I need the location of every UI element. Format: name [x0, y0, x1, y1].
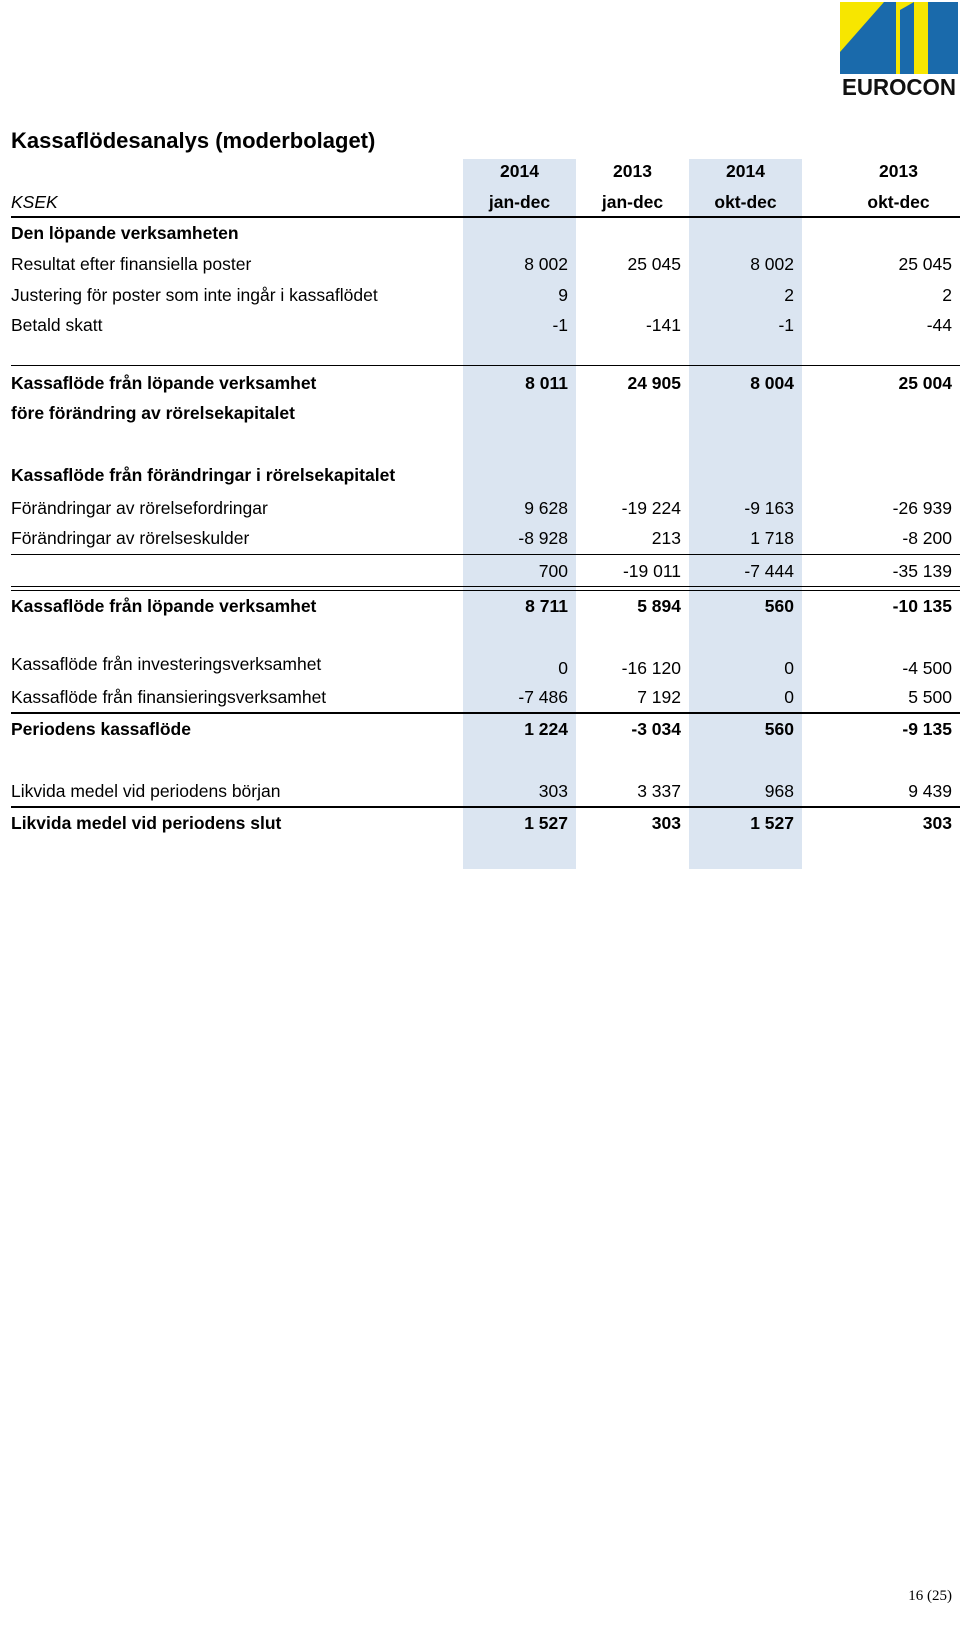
table-row-subtotal: [0, 370, 960, 398]
cell: 560: [764, 596, 794, 616]
header-years-row: [0, 158, 960, 186]
header-rule: [11, 216, 960, 218]
cell: 1 527: [524, 813, 568, 833]
cell: 5 500: [908, 687, 952, 707]
table-row-subtotal-cont: [0, 400, 960, 428]
total-rule: [11, 806, 960, 808]
table-row: [0, 495, 960, 523]
cell: 8 711: [525, 596, 568, 616]
cell: -9 135: [902, 719, 952, 739]
logo-blue-stripe-right: [928, 2, 958, 74]
row-label: Justering för poster som inte ingår i kassaflödet: [11, 285, 378, 305]
year-col-4: 2013: [879, 161, 918, 181]
cell: 700: [538, 561, 568, 581]
table-row: [0, 655, 960, 683]
row-label: Kassaflöde från finansieringsverksamhet: [11, 687, 327, 707]
row-label: före förändring av rörelsekapitalet: [11, 403, 295, 423]
row-label: Periodens kassaflöde: [11, 719, 191, 739]
page-title: Kassaflödesanalys (moderbolaget): [11, 128, 376, 153]
cell: 24 905: [627, 373, 681, 393]
cell: -7 444: [744, 561, 794, 581]
header-periods-row: [0, 189, 960, 217]
cell: 8 004: [750, 373, 794, 393]
unit-label: KSEK: [11, 192, 58, 212]
table-row-subtotal: [0, 558, 960, 586]
cell: -19 011: [622, 561, 681, 581]
cell: 3 337: [637, 781, 681, 801]
cell: 9: [558, 285, 568, 305]
cell: 1 527: [750, 813, 794, 833]
year-col-1: 2014: [500, 161, 539, 181]
cell: -44: [926, 315, 952, 335]
cell: -1: [778, 315, 794, 335]
cell: -8 928: [518, 528, 568, 548]
table-row-total: [0, 593, 960, 621]
cell: -26 939: [892, 498, 952, 518]
cell: -9 163: [744, 498, 794, 518]
cell: 5 894: [637, 596, 681, 616]
double-rule: [11, 586, 960, 591]
period-col-4: okt-dec: [867, 192, 930, 212]
section-heading: [0, 462, 960, 490]
row-label: Likvida medel vid periodens slut: [11, 813, 282, 833]
row-label: Förändringar av rörelseskulder: [11, 528, 250, 548]
row-label: Kassaflöde från löpande verksamhet: [11, 373, 317, 393]
cell: -35 139: [892, 561, 952, 581]
period-col-3: okt-dec: [714, 192, 777, 212]
cell: -3 034: [631, 719, 681, 739]
cell: -16 120: [621, 658, 681, 678]
total-rule: [11, 712, 960, 714]
cell: 213: [651, 528, 681, 548]
row-label: Likvida medel vid periodens början: [11, 781, 281, 801]
logo-text: EUROCON: [842, 74, 956, 98]
cell: 303: [922, 813, 952, 833]
cell: 25 045: [898, 254, 952, 274]
cell: 2: [942, 285, 952, 305]
eurocon-logo: [840, 2, 958, 98]
cell: -8 200: [902, 528, 952, 548]
table-row: [0, 251, 960, 279]
cell: 0: [784, 658, 794, 678]
cell: 9 628: [524, 498, 568, 518]
cell: 303: [538, 781, 568, 801]
cell: 1 224: [524, 719, 568, 739]
cell: -7 486: [518, 687, 568, 707]
cell: 560: [764, 719, 794, 739]
cell: 0: [558, 658, 568, 678]
table-row: [0, 684, 960, 712]
row-label: Förändringar av rörelsefordringar: [11, 498, 268, 518]
cell: -1: [552, 315, 568, 335]
subtotal-rule: [11, 554, 960, 555]
table-row: [0, 282, 960, 310]
cell: -4 500: [902, 658, 952, 678]
table-row-total: [0, 716, 960, 744]
cell: 0: [784, 687, 794, 707]
cell: 2: [784, 285, 794, 305]
period-col-1: jan-dec: [488, 192, 551, 212]
cell: -10 135: [892, 596, 952, 616]
cell: 25 004: [898, 373, 952, 393]
cell: 8 002: [524, 254, 568, 274]
cell: 8 002: [750, 254, 794, 274]
cell: -141: [645, 315, 681, 335]
section-heading: [0, 220, 960, 248]
table-row: [0, 312, 960, 340]
logo-blue-stripe-middle: [900, 2, 914, 74]
row-label: Betald skatt: [11, 315, 103, 335]
section-label: Den löpande verksamheten: [11, 223, 239, 243]
cell: 7 192: [637, 687, 681, 707]
cell: -19 224: [621, 498, 681, 518]
table-row-total: [0, 810, 960, 838]
cell: 1 718: [750, 528, 794, 548]
row-label: Kassaflöde från löpande verksamhet: [11, 596, 317, 616]
row-label: Resultat efter finansiella poster: [11, 254, 252, 274]
table-row: [0, 525, 960, 553]
subtotal-rule: [11, 365, 960, 366]
table-row: [0, 778, 960, 806]
cell: 968: [764, 781, 794, 801]
period-col-2: jan-dec: [601, 192, 664, 212]
cell: 303: [651, 813, 681, 833]
cell: 25 045: [627, 254, 681, 274]
page-number: 16 (25): [908, 1588, 952, 1604]
year-col-3: 2014: [726, 161, 765, 181]
section-label: Kassaflöde från förändringar i rörelsekapitalet: [11, 465, 396, 485]
year-col-2: 2013: [613, 161, 652, 181]
cell: 9 439: [908, 781, 952, 801]
row-label: Kassaflöde från investeringsverksamhet: [11, 654, 322, 674]
cell: 8 011: [525, 373, 568, 393]
